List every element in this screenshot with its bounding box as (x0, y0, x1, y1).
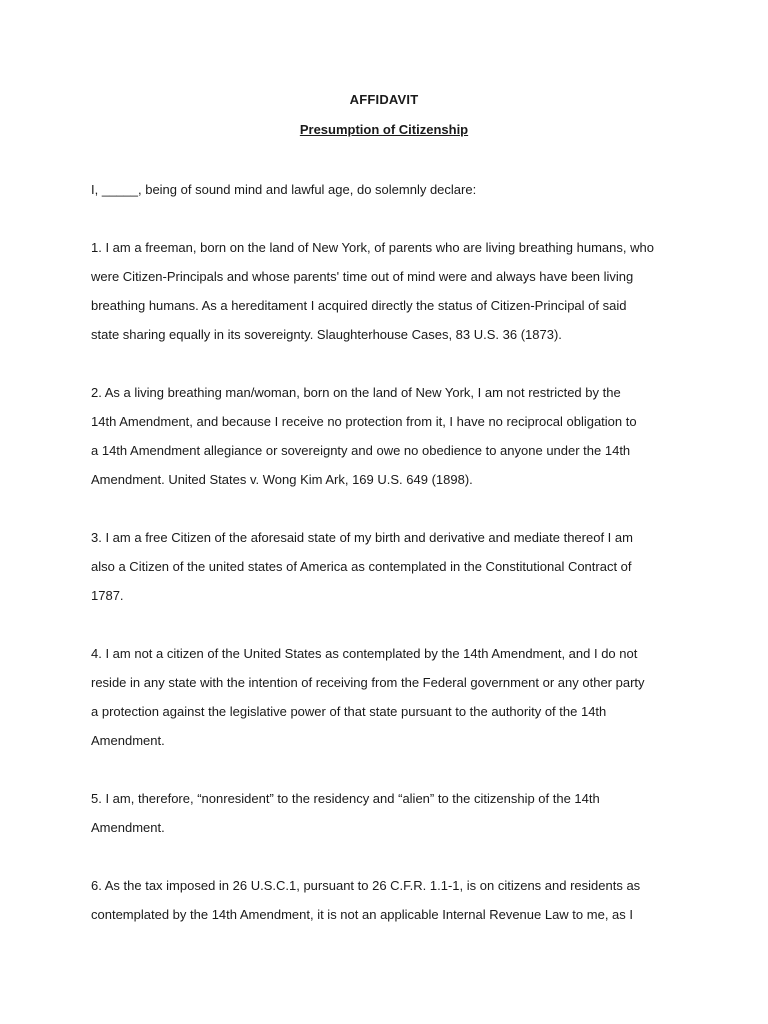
text-line: I, _____, being of sound mind and lawful age, do solemnly declare: (91, 182, 477, 197)
paragraph-4 (91, 639, 691, 755)
text-line: were Citizen-Principals and whose parents' time out of mind were and always have been living (91, 269, 634, 284)
paragraph-3 (91, 523, 691, 610)
text-line: 14th Amendment, and because I receive no protection from it, I have no reciprocal obligation to (91, 414, 637, 429)
document-body (91, 175, 691, 958)
paragraph-6 (91, 871, 691, 929)
paragraph-1 (91, 233, 691, 349)
paragraph-2 (91, 378, 691, 494)
text-line: reside in any state with the intention of receiving from the Federal government or any other party (91, 675, 645, 690)
text-line: Amendment. United States v. Wong Kim Ark, 169 U.S. 649 (1898). (91, 472, 473, 487)
text-line: 4. I am not a citizen of the United States as contemplated by the 14th Amendment, and I do not (91, 646, 638, 661)
text-line: 6. As the tax imposed in 26 U.S.C.1, pursuant to 26 C.F.R. 1.1-1, is on citizens and residents as (91, 878, 641, 893)
text-line: a 14th Amendment allegiance or sovereignty and owe no obedience to anyone under the 14th (91, 443, 631, 458)
declaration-intro (91, 175, 691, 204)
text-line: contemplated by the 14th Amendment, it is not an applicable Internal Revenue Law to me, as I (91, 907, 633, 922)
text-line: 3. I am a free Citizen of the aforesaid state of my birth and derivative and mediate thereof I am (91, 530, 633, 545)
text-line: Amendment. (91, 820, 165, 835)
text-line: 1787. (91, 588, 124, 603)
text-line: a protection against the legislative power of that state pursuant to the authority of the 14th (91, 704, 607, 719)
text-line: 1. I am a freeman, born on the land of New York, of parents who are living breathing humans, who (91, 240, 654, 255)
text-line: also a Citizen of the united states of America as contemplated in the Constitutional Contract of (91, 559, 632, 574)
text-line: 2. As a living breathing man/woman, born on the land of New York, I am not restricted by the (91, 385, 621, 400)
text-line: breathing humans. As a hereditament I acquired directly the status of Citizen-Principal of said (91, 298, 627, 313)
paragraph-5 (91, 784, 691, 842)
text-line: state sharing equally in its sovereignty. Slaughterhouse Cases, 83 U.S. 36 (1873). (91, 327, 562, 342)
text-line: 5. I am, therefore, “nonresident” to the residency and “alien” to the citizenship of the 14th (91, 791, 600, 806)
text-line: Amendment. (91, 733, 165, 748)
document-title: AFFIDAVIT (349, 92, 419, 107)
document-subtitle: Presumption of Citizenship (299, 122, 469, 137)
